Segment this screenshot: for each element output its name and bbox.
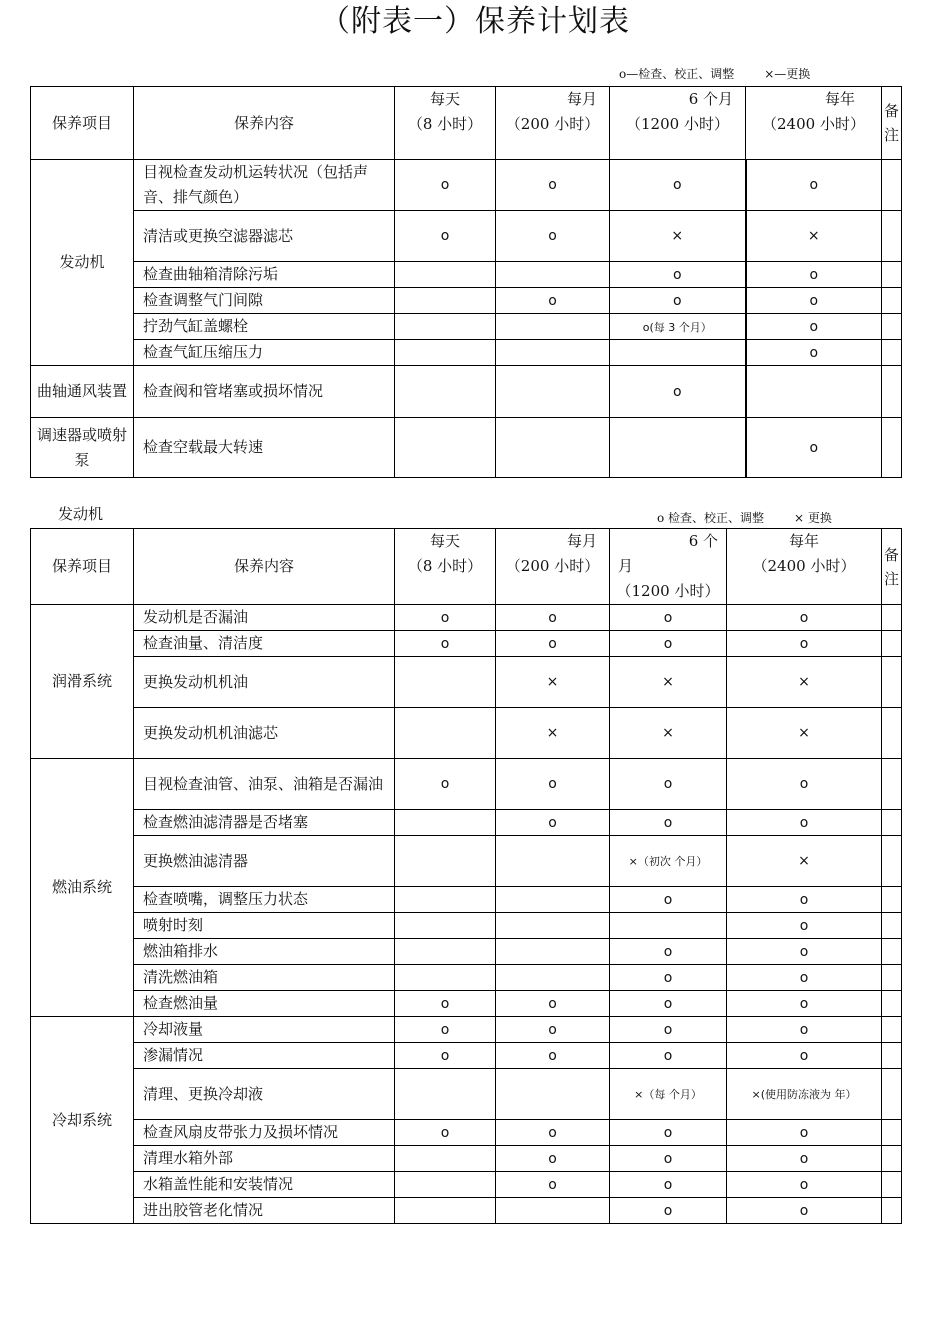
legend-check: o—检查、校正、调整 — [619, 67, 735, 81]
section-caption: 发动机 — [58, 505, 104, 523]
schedule-mark-y: o — [727, 965, 882, 991]
schedule-mark-y: × — [727, 708, 882, 759]
maintenance-content: 更换发动机机油滤芯 — [134, 708, 395, 759]
header-daily-sub: （8 小时） — [407, 557, 483, 575]
remark-cell — [882, 1198, 902, 1224]
legend-second — [657, 509, 862, 526]
maintenance-content: 拧劲气缸盖螺栓 — [134, 314, 395, 340]
header-remark: 备注 — [882, 529, 902, 605]
schedule-mark-h — [610, 913, 727, 939]
schedule-mark-m: × — [496, 657, 610, 708]
schedule-mark-d — [395, 1172, 496, 1198]
schedule-mark-m — [496, 1069, 610, 1120]
schedule-mark-m: o — [496, 759, 610, 810]
remark-cell — [882, 288, 902, 314]
table-row — [31, 160, 902, 211]
schedule-mark-m — [496, 340, 610, 366]
schedule-mark-m: o — [496, 1120, 610, 1146]
table-row — [31, 631, 902, 657]
schedule-mark-m — [496, 965, 610, 991]
header-content: 保养内容 — [134, 87, 395, 160]
header-daily — [395, 87, 496, 160]
schedule-mark-d — [395, 836, 496, 887]
group-name: 燃油系统 — [31, 759, 134, 1017]
remark-cell — [882, 810, 902, 836]
remark-cell — [882, 418, 902, 478]
schedule-mark-m — [496, 939, 610, 965]
header-yearly-sub: （2400 小时） — [752, 557, 856, 575]
table-row — [31, 759, 902, 810]
schedule-mark-y: o — [727, 1120, 882, 1146]
maintenance-content: 进出胶管老化情况 — [134, 1198, 395, 1224]
schedule-mark-h: o — [610, 965, 727, 991]
maintenance-content: 检查气缸压缩压力 — [134, 340, 395, 366]
schedule-mark-d: o — [395, 160, 496, 211]
schedule-mark-d — [395, 1198, 496, 1224]
table-header-row — [31, 87, 902, 160]
schedule-mark-m: × — [496, 708, 610, 759]
schedule-mark-m: o — [496, 991, 610, 1017]
maintenance-content: 发动机是否漏油 — [134, 605, 395, 631]
remark-cell — [882, 314, 902, 340]
header-yearly-sub: （2400 小时） — [762, 115, 865, 133]
schedule-mark-y: o — [727, 810, 882, 836]
page-title: （附表一）保养计划表 — [320, 4, 630, 39]
schedule-mark-m: o — [496, 1146, 610, 1172]
table-row — [31, 657, 902, 708]
maintenance-content: 检查空载最大转速 — [134, 418, 395, 478]
group-name: 发动机 — [31, 160, 134, 366]
remark-cell — [882, 631, 902, 657]
schedule-mark-y: o — [727, 631, 882, 657]
schedule-mark-d — [395, 939, 496, 965]
remark-cell — [882, 1043, 902, 1069]
remark-cell — [882, 366, 902, 418]
table-row — [31, 1146, 902, 1172]
schedule-mark-y: o — [727, 939, 882, 965]
schedule-mark-d: o — [395, 1017, 496, 1043]
schedule-mark-m — [496, 366, 610, 418]
schedule-mark-m: o — [496, 288, 610, 314]
table-row — [31, 1069, 902, 1120]
table-row — [31, 887, 902, 913]
schedule-mark-y: o — [727, 1198, 882, 1224]
header-item: 保养项目 — [31, 529, 134, 605]
table-row — [31, 314, 902, 340]
schedule-mark-d — [395, 1146, 496, 1172]
schedule-mark-d — [395, 657, 496, 708]
schedule-mark-d — [395, 1069, 496, 1120]
remark-cell — [882, 1017, 902, 1043]
header-daily-label: 每天 — [429, 532, 460, 550]
table-row — [31, 708, 902, 759]
schedule-mark-m — [496, 887, 610, 913]
remark-cell — [882, 211, 902, 262]
schedule-mark-y: o — [727, 1017, 882, 1043]
schedule-mark-h: o — [610, 939, 727, 965]
schedule-mark-y: o — [727, 887, 882, 913]
header-monthly-label: 每月 — [566, 532, 597, 550]
schedule-mark-y: × — [746, 211, 882, 262]
maintenance-content: 检查阀和管堵塞或损坏情况 — [134, 366, 395, 418]
table-row — [31, 366, 902, 418]
maintenance-content: 喷射时刻 — [134, 913, 395, 939]
schedule-mark-h: o — [610, 991, 727, 1017]
remark-cell — [882, 1120, 902, 1146]
maintenance-content: 清理水箱外部 — [134, 1146, 395, 1172]
table-row — [31, 1120, 902, 1146]
schedule-mark-h: o — [610, 759, 727, 810]
header-yearly-label: 每年 — [788, 532, 819, 550]
schedule-mark-d — [395, 810, 496, 836]
header-monthly — [496, 87, 610, 160]
maintenance-content: 目视检查油管、油泵、油箱是否漏油 — [134, 759, 395, 810]
schedule-mark-d — [395, 965, 496, 991]
header-half-label: 6 个月 — [688, 90, 733, 108]
header-daily-sub: （8 小时） — [407, 115, 483, 133]
schedule-mark-h: o — [610, 1043, 727, 1069]
schedule-mark-m — [496, 418, 610, 478]
group-name: 润滑系统 — [31, 605, 134, 759]
remark-cell — [882, 1069, 902, 1120]
schedule-mark-d — [395, 340, 496, 366]
table-row — [31, 991, 902, 1017]
table-row — [31, 288, 902, 314]
schedule-mark-m — [496, 262, 610, 288]
header-yearly — [746, 87, 882, 160]
maintenance-content: 检查调整气门间隙 — [134, 288, 395, 314]
schedule-mark-h: o — [610, 810, 727, 836]
schedule-mark-m: o — [496, 160, 610, 211]
remark-cell — [882, 657, 902, 708]
header-monthly-sub: （200 小时） — [505, 557, 600, 575]
schedule-mark-h — [610, 340, 746, 366]
remark-cell — [882, 1146, 902, 1172]
maintenance-content: 检查曲轴箱清除污垢 — [134, 262, 395, 288]
header-daily — [395, 529, 496, 605]
schedule-mark-m — [496, 913, 610, 939]
schedule-mark-m: o — [496, 211, 610, 262]
schedule-mark-h: o — [610, 366, 746, 418]
maintenance-content: 更换燃油滤清器 — [134, 836, 395, 887]
schedule-mark-h: o — [610, 1120, 727, 1146]
header-yearly-label: 每年 — [824, 90, 855, 108]
remark-cell — [882, 262, 902, 288]
table-row — [31, 939, 902, 965]
schedule-mark-h: ×（每 个月） — [610, 1069, 727, 1120]
schedule-mark-d — [395, 314, 496, 340]
header-half-sub: （1200 小时） — [616, 582, 720, 600]
schedule-mark-h: o — [610, 1146, 727, 1172]
schedule-mark-h: o(每 3 个月） — [610, 314, 746, 340]
schedule-mark-d — [395, 418, 496, 478]
maintenance-content: 检查喷嘴，调整压力状态 — [134, 887, 395, 913]
schedule-mark-y: o — [746, 288, 882, 314]
legend-top — [619, 65, 840, 82]
maintenance-content: 更换发动机机油 — [134, 657, 395, 708]
maintenance-content: 清洁或更换空滤器滤芯 — [134, 211, 395, 262]
legend-replace: ×—更换 — [764, 67, 811, 81]
remark-cell — [882, 991, 902, 1017]
table-row — [31, 605, 902, 631]
schedule-mark-d: o — [395, 1120, 496, 1146]
table-row — [31, 340, 902, 366]
remark-cell — [882, 605, 902, 631]
schedule-mark-h: × — [610, 657, 727, 708]
schedule-mark-d: o — [395, 605, 496, 631]
schedule-mark-y: o — [727, 605, 882, 631]
remark-cell — [882, 759, 902, 810]
remark-cell — [882, 160, 902, 211]
table-row — [31, 810, 902, 836]
schedule-mark-m: o — [496, 605, 610, 631]
maintenance-table-systems — [30, 528, 902, 1224]
schedule-mark-y: × — [727, 657, 882, 708]
schedule-mark-y: ×(使用防冻液为 年） — [727, 1069, 882, 1120]
schedule-mark-h: ×（初次 个月） — [610, 836, 727, 887]
maintenance-content: 水箱盖性能和安装情况 — [134, 1172, 395, 1198]
table-row — [31, 965, 902, 991]
schedule-mark-y: o — [727, 991, 882, 1017]
schedule-mark-y: o — [746, 262, 882, 288]
header-half-label-a: 6 个 — [688, 532, 718, 550]
maintenance-table-engine — [30, 86, 902, 478]
table-row — [31, 1172, 902, 1198]
schedule-mark-h: o — [610, 160, 746, 211]
remark-cell — [882, 913, 902, 939]
schedule-mark-d: o — [395, 631, 496, 657]
schedule-mark-m — [496, 314, 610, 340]
maintenance-content: 清理、更换冷却液 — [134, 1069, 395, 1120]
table-row — [31, 211, 902, 262]
table-header-row — [31, 529, 902, 605]
table-row — [31, 836, 902, 887]
schedule-mark-d: o — [395, 991, 496, 1017]
header-content: 保养内容 — [134, 529, 395, 605]
schedule-mark-d: o — [395, 1043, 496, 1069]
schedule-mark-d: o — [395, 759, 496, 810]
schedule-mark-d — [395, 262, 496, 288]
schedule-mark-m — [496, 836, 610, 887]
remark-cell — [882, 965, 902, 991]
remark-cell — [882, 708, 902, 759]
header-half-sub: （1200 小时） — [626, 115, 729, 133]
schedule-mark-y: × — [727, 836, 882, 887]
legend-replace-2: × 更换 — [794, 511, 832, 525]
schedule-mark-d — [395, 913, 496, 939]
maintenance-content: 检查燃油量 — [134, 991, 395, 1017]
schedule-mark-h: o — [610, 605, 727, 631]
schedule-mark-y: o — [727, 759, 882, 810]
maintenance-content: 渗漏情况 — [134, 1043, 395, 1069]
table-row — [31, 1043, 902, 1069]
schedule-mark-y: o — [727, 1043, 882, 1069]
group-name: 调速器或喷射泵 — [31, 418, 134, 478]
legend-check-2: o 检查、校正、调整 — [657, 511, 765, 525]
header-monthly-label: 每月 — [566, 90, 597, 108]
schedule-mark-y: o — [746, 418, 882, 478]
schedule-mark-y: o — [746, 160, 882, 211]
schedule-mark-d — [395, 708, 496, 759]
schedule-mark-y: o — [727, 913, 882, 939]
maintenance-content: 检查油量、清洁度 — [134, 631, 395, 657]
maintenance-content: 冷却液量 — [134, 1017, 395, 1043]
maintenance-content: 清洗燃油箱 — [134, 965, 395, 991]
schedule-mark-y: o — [746, 314, 882, 340]
schedule-mark-m: o — [496, 810, 610, 836]
table-row — [31, 1017, 902, 1043]
group-name: 曲轴通风装置 — [31, 366, 134, 418]
schedule-mark-y: o — [746, 340, 882, 366]
maintenance-content: 目视检查发动机运转状况（包括声音、排气颜色） — [134, 160, 395, 211]
schedule-mark-y — [746, 366, 882, 418]
maintenance-content: 检查风扇皮带张力及损坏情况 — [134, 1120, 395, 1146]
table-row — [31, 262, 902, 288]
header-half-label-b: 月 — [618, 557, 634, 575]
remark-cell — [882, 887, 902, 913]
schedule-mark-h — [610, 418, 746, 478]
table-row — [31, 913, 902, 939]
header-yearly — [727, 529, 882, 605]
maintenance-content: 燃油箱排水 — [134, 939, 395, 965]
schedule-mark-h: × — [610, 211, 746, 262]
header-half-year — [610, 87, 746, 160]
header-half-year — [610, 529, 727, 605]
schedule-mark-m: o — [496, 631, 610, 657]
header-item: 保养项目 — [31, 87, 134, 160]
schedule-mark-h: o — [610, 288, 746, 314]
table-row — [31, 418, 902, 478]
schedule-mark-h: o — [610, 262, 746, 288]
table-row — [31, 1198, 902, 1224]
group-name: 冷却系统 — [31, 1017, 134, 1224]
maintenance-content: 检查燃油滤清器是否堵塞 — [134, 810, 395, 836]
schedule-mark-d — [395, 887, 496, 913]
schedule-mark-h: × — [610, 708, 727, 759]
schedule-mark-h: o — [610, 887, 727, 913]
remark-cell — [882, 340, 902, 366]
schedule-mark-h: o — [610, 1172, 727, 1198]
header-remark: 备注 — [882, 87, 902, 160]
schedule-mark-d — [395, 366, 496, 418]
header-daily-label: 每天 — [429, 90, 460, 108]
remark-cell — [882, 939, 902, 965]
header-monthly-sub: （200 小时） — [505, 115, 600, 133]
schedule-mark-d — [395, 288, 496, 314]
schedule-mark-y: o — [727, 1172, 882, 1198]
schedule-mark-m: o — [496, 1043, 610, 1069]
schedule-mark-m: o — [496, 1017, 610, 1043]
schedule-mark-m: o — [496, 1172, 610, 1198]
remark-cell — [882, 836, 902, 887]
schedule-mark-h: o — [610, 631, 727, 657]
schedule-mark-h: o — [610, 1017, 727, 1043]
header-monthly — [496, 529, 610, 605]
remark-cell — [882, 1172, 902, 1198]
schedule-mark-d: o — [395, 211, 496, 262]
schedule-mark-y: o — [727, 1146, 882, 1172]
schedule-mark-m — [496, 1198, 610, 1224]
schedule-mark-h: o — [610, 1198, 727, 1224]
